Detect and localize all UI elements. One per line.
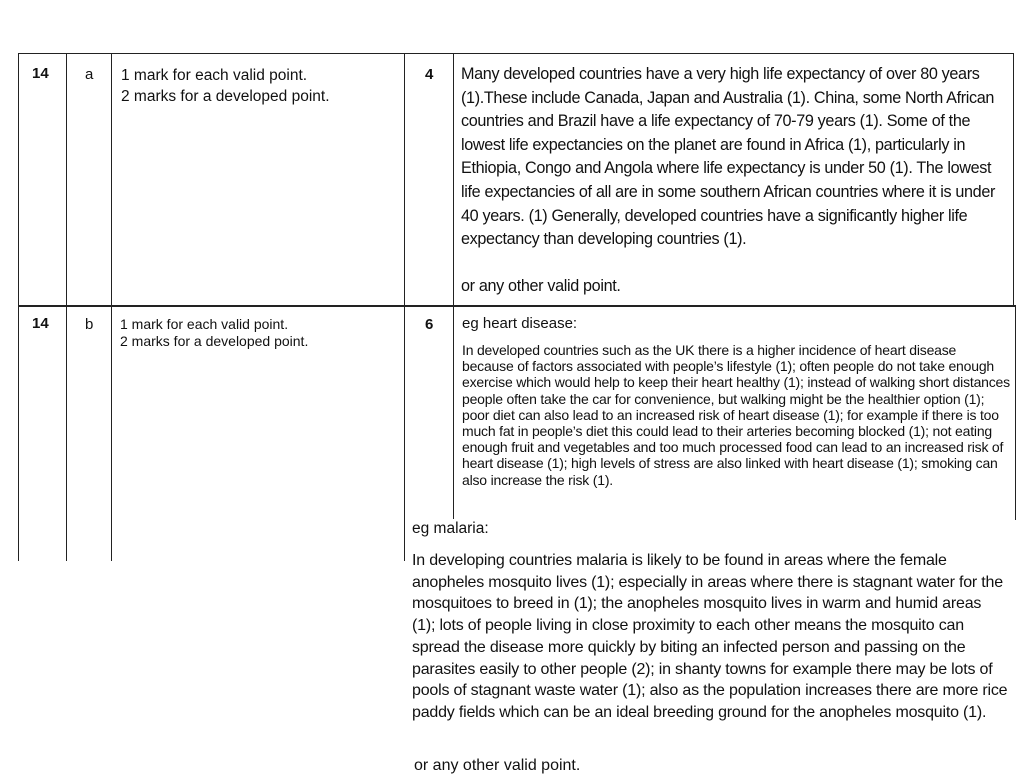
mark-guidance-a (121, 65, 401, 107)
question-part-a: a (85, 66, 94, 83)
column-divider-marks-b (453, 307, 454, 519)
table-right-border-b (1015, 307, 1016, 529)
question-number-b: 14 (32, 315, 49, 332)
answer-text: Many developed countries have a very high life expectancy of over 80 years (1).These include Canada, Japan and Australia (1). China, some North African countries and Brazil have a life expectancy of 70-79 years (1). Some of the lowest life expectancies on the planet are found in Africa (1), particularly in Ethiopia, Congo and Angola where life expectancy is under 50 (1). The lowest life expectancies of all are in some southern African countries where it is under 40 years. (1) Generally, developed countries have a significantly higher life expectancy than developing countries (1). (461, 65, 996, 249)
column-divider-part (111, 53, 112, 561)
malaria-block (408, 520, 1018, 724)
mark-guidance-b (120, 316, 400, 350)
column-divider-guidance (404, 53, 405, 561)
column-divider-marks-a (453, 53, 454, 305)
heart-disease-answer: In developed countries such as the UK there is a higher incidence of heart disease because of factors associated with people’s lifestyle (1); often people do not take enough exercise which would help to keep their heart healthy (1); instead of walking short distances people often take the car for convenience, but walking might be the healthier option (1); poor diet can also lead to an increased risk of heart disease (1); for example if there is too much fat in people’s diet this could lead to their arteries becoming blocked (1); not eating enough fruit and vegetables and too much processed food can lead to an increased risk of heart disease (1); high levels of stress are also linked with heart disease (1); smoking can also increase the risk (1). (462, 342, 1010, 488)
answer-other: or any other valid point. (461, 276, 621, 295)
other-valid-point-cut: or any other valid point. (414, 757, 581, 774)
table-right-border-a (1013, 53, 1014, 305)
mark-guidance-line: 1 mark for each valid point. (120, 316, 289, 332)
question-part-b: b (85, 316, 94, 333)
marks-a: 4 (425, 66, 434, 83)
question-number-a: 14 (32, 65, 49, 82)
mark-guidance-line: 2 marks for a developed point. (121, 88, 330, 105)
mark-guidance-line: 1 mark for each valid point. (121, 67, 308, 84)
row-divider (18, 305, 1016, 307)
mark-guidance-line: 2 marks for a developed point. (120, 333, 309, 349)
heart-disease-heading: eg heart disease: (462, 315, 578, 332)
table-top-border (18, 53, 1014, 54)
table-left-border (18, 53, 19, 561)
marks-b: 6 (425, 316, 434, 333)
malaria-heading: eg malaria: (412, 520, 489, 537)
answer-a (461, 63, 1009, 298)
malaria-answer: In developing countries malaria is likely to be found in areas where the female anopheles mosquito lives (1); especially in areas where there is stagnant water for the mosquitoes to breed in (1); the anopheles mosquito lives in warm and humid areas (1); lots of people living in close proximity to each other means the mosquito can spread the disease more quickly by biting an infected person and passing on the parasites easily to other people (2); in shanty towns for example there may be lots of pools of stagnant waste water (1); also as the population increases there are more rice paddy fields which can be an ideal breeding ground for the anopheles mosquito (1). (412, 552, 1008, 721)
column-divider-question (66, 53, 67, 561)
